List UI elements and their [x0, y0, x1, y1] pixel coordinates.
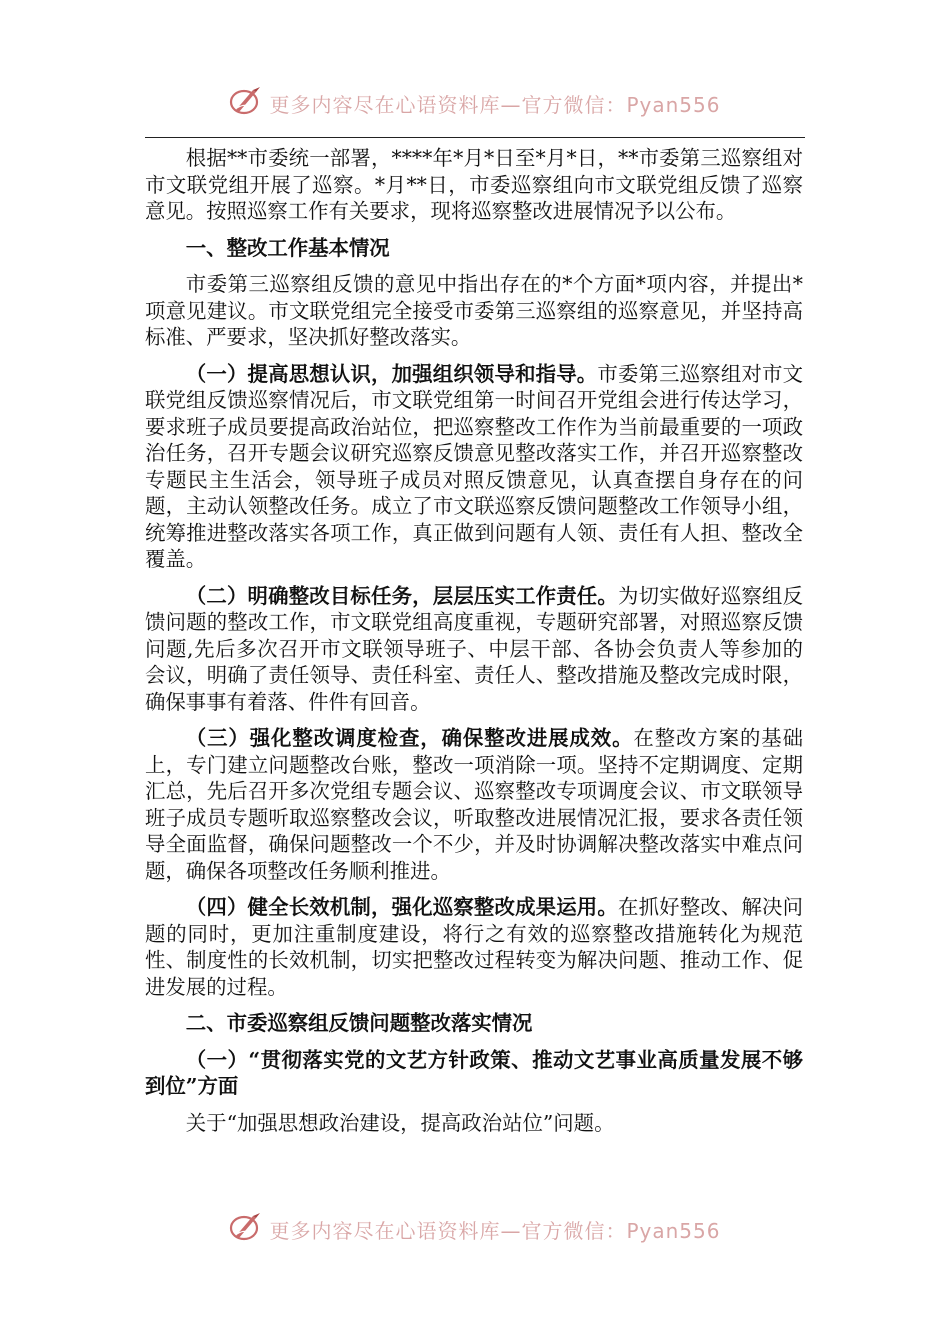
quill-logo-icon: [229, 1212, 263, 1247]
item4-lead: （四）健全长效机制，强化巡察整改成果运用。: [185, 895, 618, 919]
quill-logo-icon: [229, 86, 263, 121]
item3-text: 在整改方案的基础上，专门建立问题整改台账，整改一项消除一项。坚持不定期调度、定期汇总，先后召开多次党组专题会议、巡察整改专项调度会议、市文联领导班子成员专题听取巡察整改会议，听取整改进展情况汇报，要求各责任领导全面监督，确保问题整改一个不少，并及时协调解决整改落实中难点问题，确保各项整改任务顺利推进。: [145, 726, 803, 883]
watermark-top: [0, 86, 950, 121]
sub1-heading: （一）“贯彻落实党的文艺方针政策、推动文艺事业高质量发展不够到位”方面: [145, 1047, 803, 1098]
section2-heading: 二、市委巡察组反馈问题整改落实情况: [185, 1011, 533, 1035]
item1-paragraph: [145, 361, 803, 573]
sub1-paragraph: 关于“加强思想政治建设，提高政治站位”问题。: [185, 1110, 615, 1135]
item1-lead: （一）提高思想认识，加强组织领导和指导。: [185, 361, 598, 386]
watermark-text: 更多内容尽在心语资料库—官方微信：Pyan556: [269, 93, 721, 117]
item2-text: 为切实做好巡察组反馈问题的整改工作，市文联党组高度重视，专题研究部署，对照巡察反馈问题,先后多次召开市文联领导班子、中层干部、各协会负责人等参加的会议，明确了责任领导、责任科室、责任人、整改措施及整改完成时限，确保事事有着落、件件有回音。: [145, 583, 804, 714]
item1-text: 市委第三巡察组对市文联党组反馈巡察情况后，市文联党组第一时间召开党组会进行传达学习，要求班子成员要提高政治站位，把巡察整改工作作为当前最重要的一项政治任务，召开专题会议研究巡察反馈意见整改落实工作，并召开巡察整改专题民主生活会，领导班子成员对照反馈意见，认真查摆自身存在的问题，主动认领整改任务。成立了市文联巡察反馈问题整改工作领导小组，统筹推进整改落实各项工作，真正做到问题有人领、责任有人担、整改全覆盖。: [145, 361, 803, 571]
section1-heading: 一、整改工作基本情况: [185, 235, 390, 260]
header-rule: [145, 137, 805, 138]
item4-text: 在抓好整改、解决问题的同时，更加注重制度建设，将行之有效的巡察整改措施转化为规范性、制度性的长效机制，切实把整改过程转变为解决问题、推动工作、促进发展的过程。: [145, 895, 804, 999]
intro-paragraph: 根据**市委统一部署，****年*月*日至*月*日，**市委第三巡察组对市文联党组开展了巡察。*月**日，市委巡察组向市文联党组反馈了巡察意见。按照巡察工作有关要求，现将巡察整改进展情况予以公布。: [145, 146, 803, 223]
item2-paragraph: [145, 583, 803, 716]
document-body: [145, 145, 803, 1136]
watermark-bottom: [0, 1212, 950, 1247]
item3-lead: （三）强化整改调度检查，确保整改进展成效。: [185, 726, 634, 750]
item3-paragraph: [145, 725, 803, 884]
item4-paragraph: [145, 894, 803, 1000]
item2-lead: （二）明确整改目标任务，层层压实工作责任。: [185, 583, 618, 608]
watermark-text: 更多内容尽在心语资料库—官方微信：Pyan556: [269, 1219, 721, 1243]
section1-paragraph: 市委第三巡察组反馈的意见中指出存在的*个方面*项内容，并提出*项意见建议。市文联党组完全接受市委第三巡察组的巡察意见，并坚持高标准、严要求，坚决抓好整改落实。: [145, 272, 803, 349]
